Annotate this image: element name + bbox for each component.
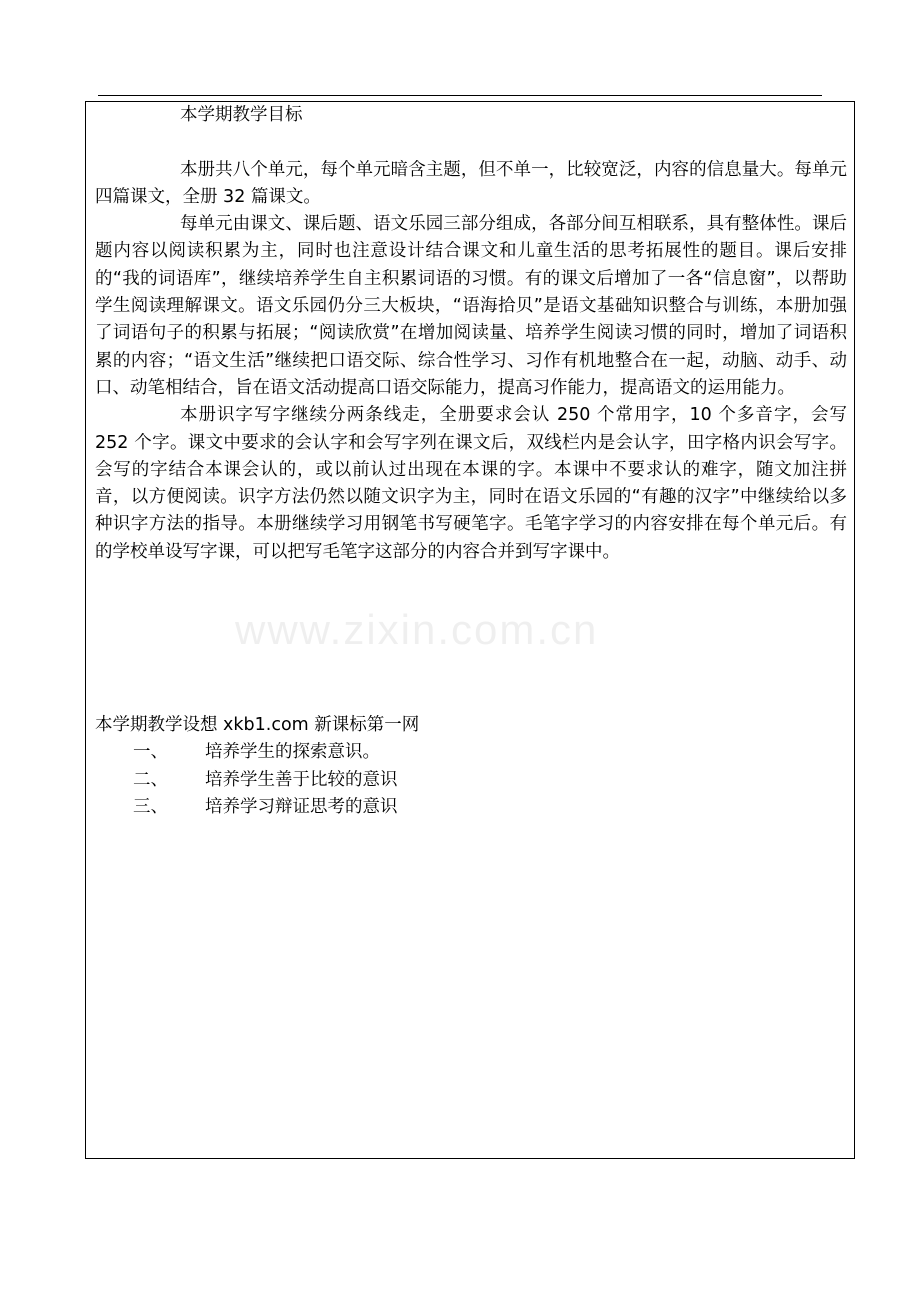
blank-lines: [95, 566, 847, 621]
paragraph-literacy: 本册识字写字继续分两条线走，全册要求会认 250 个常用字，10 个多音字，会写 252 个字。课文中要求的会认字和会写字列在课文后，双线栏内是会认字，田字格内识会写字。会写的字结合本课会认的，或以前认过出现在本课的字。本课中不要求认的难字，随文加注拼音，以方便阅读。识字方法仍然以随文识字为主，同时在语文乐园的“有趣的汉字”中继续给以多种识字方法的指导。本册继续学习用钢笔书写硬笔字。毛笔字学习的内容安排在每个单元后。有的学校单设写字课，可以把写毛笔字这部分的内容合并到写字课中。: [95, 405, 847, 562]
document-body: [95, 102, 847, 621]
watermark: www.zixin.com.cn: [235, 606, 599, 653]
blank-line: [95, 129, 847, 156]
header-rule: [98, 95, 822, 96]
list-text: 培养学习辩证思考的意识: [205, 796, 398, 817]
section-teaching-ideas: [95, 712, 847, 821]
section-title: 本学期教学设想 xkb1.com 新课标第一网: [95, 715, 420, 735]
list-item: [95, 794, 847, 821]
list-text: 培养学生善于比较的意识: [205, 769, 398, 790]
paragraph-units-overview: 本册共八个单元，每个单元暗含主题，但不单一，比较宽泛，内容的信息量大。每单元四篇课文，全册 32 篇课文。: [95, 159, 847, 207]
list-item: [95, 739, 847, 766]
ideas-list: [95, 739, 847, 821]
list-number: 二、: [133, 769, 168, 790]
heading-teaching-goals: 本学期教学目标: [180, 105, 303, 125]
paragraph-unit-structure: 每单元由课文、课后题、语文乐园三部分组成，各部分间互相联系，具有整体性。课后题内容以阅读积累为主，同时也注意设计结合课文和儿童生活的思考拓展性的题目。课后安排的“我的词语库”，继续培养学生自主积累词语的习惯。有的课文后增加了一各“信息窗”，以帮助学生阅读理解课文。语文乐园仍分三大板块，“语海拾贝”是语文基础知识整合与训练，本册加强了词语句子的积累与拓展；“阅读欣赏”在增加阅读量、培养学生阅读习惯的同时，增加了词语积累的内容；“语文生活”继续把口语交际、综合性学习、习作有机地整合在一起，动脑、动手、动口、动笔相结合，旨在语文活动提高口语交际能力，提高习作能力，提高语文的运用能力。: [95, 214, 847, 398]
list-number: 一、: [133, 742, 168, 763]
list-number: 三、: [133, 796, 168, 817]
list-item: [95, 767, 847, 794]
list-text: 培养学生的探索意识。: [205, 742, 380, 763]
